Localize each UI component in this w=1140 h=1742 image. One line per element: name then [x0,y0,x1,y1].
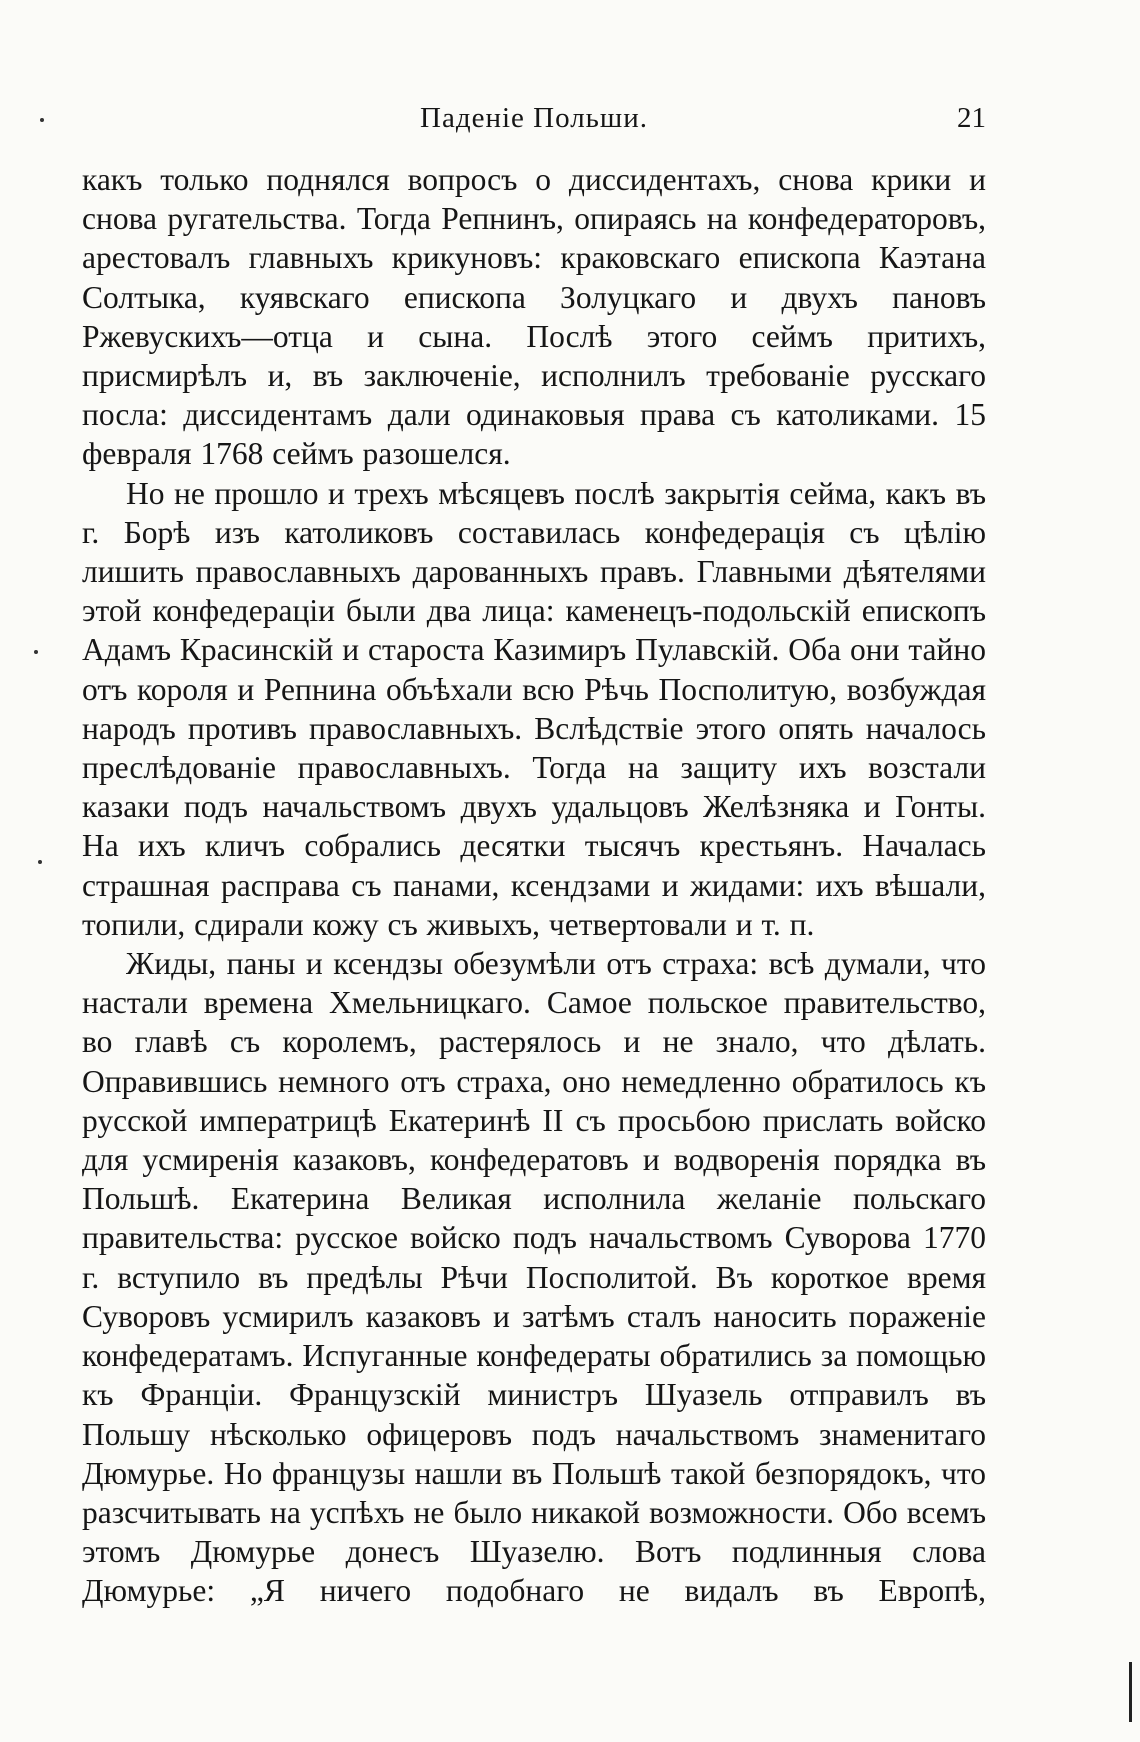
page-header [82,98,986,142]
paragraph-2: Но не прошло и трехъ мѣсяцевъ послѣ закрытія сейма, какъ въ г. Борѣ изъ католиковъ составилась конфедерація съ цѣлію лишить православныхъ дарованныхъ правъ. Главными дѣятелями этой конфедераціи были два лица: каменецъ-подольскій епископъ Адамъ Красинскій и староста Казимиръ Пулавскій. Оба они тайно отъ короля и Репнина объѣхали всю Рѣчь Посполитую, возбуждая народъ противъ православныхъ. Вслѣдствіе этого опять началось преслѣдованіе православныхъ. Тогда на защиту ихъ возстали казаки подъ начальствомъ двухъ удальцовъ Желѣзняка и Гонты. На ихъ кличъ собрались десятки тысячъ крестьянъ. Началась страшная расправа съ панами, ксендзами и жидами: ихъ вѣшали, топили, сдирали кожу съ живыхъ, четвертовали и т. п. [82,475,986,942]
page-edge-mark [1129,1662,1132,1722]
paragraph-1: какъ только поднялся вопросъ о диссидентахъ, снова крики и снова ругательства. Тогда Репнинъ, опираясь на конфедераторовъ, арестовалъ главныхъ крикуновъ: краковскаго епископа Каэтана Солтыка, куявскаго епископа Золуцкаго и двухъ пановъ Ржевускихъ—отца и сына. Послѣ этого сеймъ притихъ, присмирѣлъ и, въ заключеніе, исполнилъ требованіе русскаго посла: диссидентамъ дали одинаковыя права съ католиками. 15 февраля 1768 сеймъ разошелся. [82,162,986,472]
body-text [82,160,986,1611]
ink-speck [34,650,38,654]
ink-speck [38,860,42,864]
running-title: Паденіе Польши. [420,102,648,134]
paragraph-3: Жиды, паны и ксендзы обезумѣли отъ страха: всѣ думали, что настали времена Хмельницкаго. Самое польское правительство, во главѣ съ королемъ, растерялось и не знало, что дѣлать. Оправившись немного отъ страха, оно немедленно обратилось къ русской императрицѣ Екатеринѣ II съ просьбою прислать войско для усмиренія казаковъ, конфедератовъ и водворенія порядка въ Польшѣ. Екатерина Великая исполнила желаніе польскаго правительства: русское войско подъ начальствомъ Суворова 1770 г. вступило въ предѣлы Рѣчи Посполитой. Въ короткое время Суворовъ усмирилъ казаковъ и затѣмъ сталъ наносить пораженіе конфедератамъ. Испуганные конфедераты обратились за помощью къ Франціи. Французскій министръ Шуазель отправилъ въ Польшу нѣсколько офицеровъ подъ начальствомъ знаменитаго Дюмурье. Но французы нашли въ Польшѣ такой безпорядокъ, что разсчитывать на успѣхъ не было никакой возможности. Обо всемъ этомъ Дюмурье донесъ Шуазелю. Вотъ подлинныя слова Дюмурье: „Я ничего подобнаго не видалъ въ Европѣ, [82,946,986,1609]
book-page [82,98,986,1611]
ink-speck [40,118,44,122]
page-number: 21 [957,102,986,134]
